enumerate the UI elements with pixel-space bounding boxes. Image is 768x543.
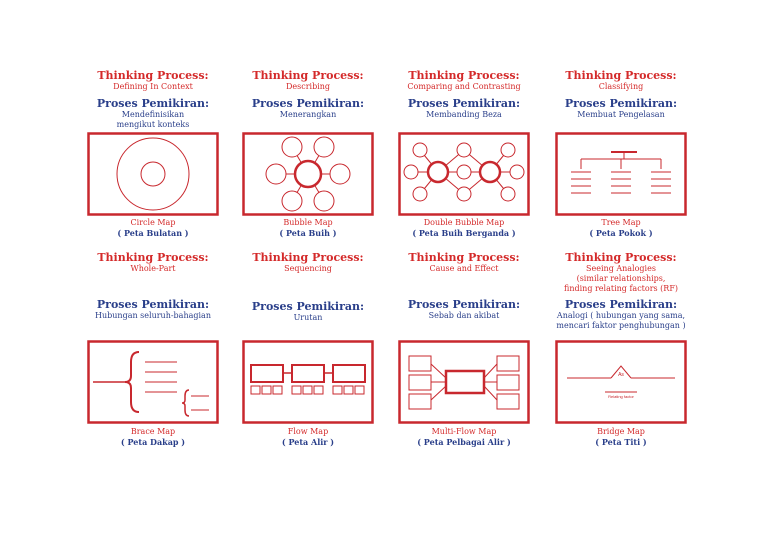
proses-pemikiran-desc: Urutan <box>293 313 323 322</box>
double-bubble-map-proses <box>374 98 554 120</box>
map-name: Tree Map <box>601 218 641 227</box>
proses-pemikiran-label: Proses Pemikiran: <box>564 97 678 110</box>
bubble-map-diagram <box>242 132 374 216</box>
map-name-malay: ( Peta Buih ) <box>279 228 337 238</box>
double-bubble-map-cell <box>374 70 554 92</box>
bridge-map-caption <box>531 427 711 447</box>
proses-pemikiran-desc: Analogi ( hubungan yang sama, mencari faktor penghubungan ) <box>556 311 686 330</box>
proses-pemikiran-desc: Mendefinisikan mengikut konteks <box>116 110 190 129</box>
map-name-malay: ( Peta Pelbagai Alir ) <box>417 437 511 447</box>
circle-map-diagram <box>87 132 219 216</box>
multi-flow-map-cell <box>374 252 554 274</box>
bridge-relating-factor-label: Relating factor <box>608 394 634 399</box>
map-name-malay: ( Peta Alir ) <box>281 437 335 447</box>
bubble-map-caption <box>218 218 398 238</box>
proses-pemikiran-label: Proses Pemikiran: <box>407 298 521 311</box>
double-bubble-map-diagram <box>398 132 530 216</box>
map-name: Circle Map <box>130 218 176 227</box>
thinking-process-label: Thinking Process: <box>252 251 364 264</box>
bubble-map-proses <box>218 98 398 120</box>
proses-pemikiran-desc: Menerangkan <box>279 110 337 119</box>
tree-map-proses <box>531 98 711 120</box>
proses-pemikiran-label: Proses Pemikiran: <box>564 298 678 311</box>
thinking-process-label: Thinking Process: <box>408 251 520 264</box>
proses-pemikiran-label: Proses Pemikiran: <box>407 97 521 110</box>
map-name: Multi-Flow Map <box>431 427 497 436</box>
map-name: Flow Map <box>287 427 329 436</box>
thinking-process-desc: Comparing and Contrasting <box>407 82 521 91</box>
brace-map-caption <box>63 427 243 447</box>
bridge-map-cell <box>531 252 711 294</box>
map-name: Bridge Map <box>597 427 645 436</box>
map-name-malay: ( Peta Bulatan ) <box>117 228 189 238</box>
proses-pemikiran-desc: Membuat Pengelasan <box>577 110 665 119</box>
thinking-process-label: Thinking Process: <box>408 69 520 82</box>
thinking-process-label: Thinking Process: <box>97 69 209 82</box>
brace-map-proses <box>63 299 243 321</box>
map-name-malay: ( Peta Pokok ) <box>589 228 653 238</box>
proses-pemikiran-label: Proses Pemikiran: <box>251 97 365 110</box>
thinking-process-label: Thinking Process: <box>565 69 677 82</box>
proses-pemikiran-desc: Hubungan seluruh-bahagian <box>95 311 211 320</box>
brace-map-cell <box>63 252 243 274</box>
circle-map-caption <box>63 218 243 238</box>
multi-flow-map-diagram <box>398 340 530 424</box>
map-name: Brace Map <box>130 427 176 436</box>
tree-map-cell <box>531 70 711 92</box>
bubble-map-cell <box>218 70 398 92</box>
tree-map-caption <box>531 218 711 238</box>
multi-flow-map-caption <box>374 427 554 447</box>
flow-map-proses <box>218 301 398 323</box>
thinking-process-desc: Defining In Context <box>113 82 193 91</box>
flow-map-cell <box>218 252 398 274</box>
thinking-process-label: Thinking Process: <box>565 251 677 264</box>
thinking-process-desc: Classifying <box>598 82 644 91</box>
proses-pemikiran-desc: Sebab dan akibat <box>428 311 500 320</box>
thinking-process-label: Thinking Process: <box>252 69 364 82</box>
map-name-malay: ( Peta Dakap ) <box>120 437 186 447</box>
tree-map-diagram <box>555 132 687 216</box>
proses-pemikiran-label: Proses Pemikiran: <box>96 97 210 110</box>
map-name: Double Bubble Map <box>423 218 505 227</box>
map-name-malay: ( Peta Titi ) <box>595 437 647 447</box>
proses-pemikiran-desc: Membanding Beza <box>426 110 502 119</box>
map-name-malay: ( Peta Buih Berganda ) <box>412 228 516 238</box>
thinking-process-desc: Sequencing <box>284 264 332 273</box>
double-bubble-map-caption <box>374 218 554 238</box>
brace-map-diagram <box>87 340 219 424</box>
bridge-map-diagram <box>555 340 687 424</box>
proses-pemikiran-label: Proses Pemikiran: <box>96 298 210 311</box>
thinking-process-desc: Whole-Part <box>130 264 176 273</box>
bridge-as-label: As <box>618 372 624 378</box>
circle-map-proses <box>63 98 243 130</box>
proses-pemikiran-label: Proses Pemikiran: <box>251 300 365 313</box>
bridge-map-proses <box>531 299 711 331</box>
thinking-process-desc: Describing <box>285 82 331 91</box>
flow-map-caption <box>218 427 398 447</box>
flow-map-diagram <box>242 340 374 424</box>
thinking-process-label: Thinking Process: <box>97 251 209 264</box>
thinking-process-desc: Seeing Analogies (similar relationships, finding relating factors (RF) <box>564 264 678 293</box>
multi-flow-map-proses <box>374 299 554 321</box>
thinking-process-desc: Cause and Effect <box>429 264 499 273</box>
circle-map-cell <box>63 70 243 92</box>
map-name: Bubble Map <box>283 218 333 227</box>
